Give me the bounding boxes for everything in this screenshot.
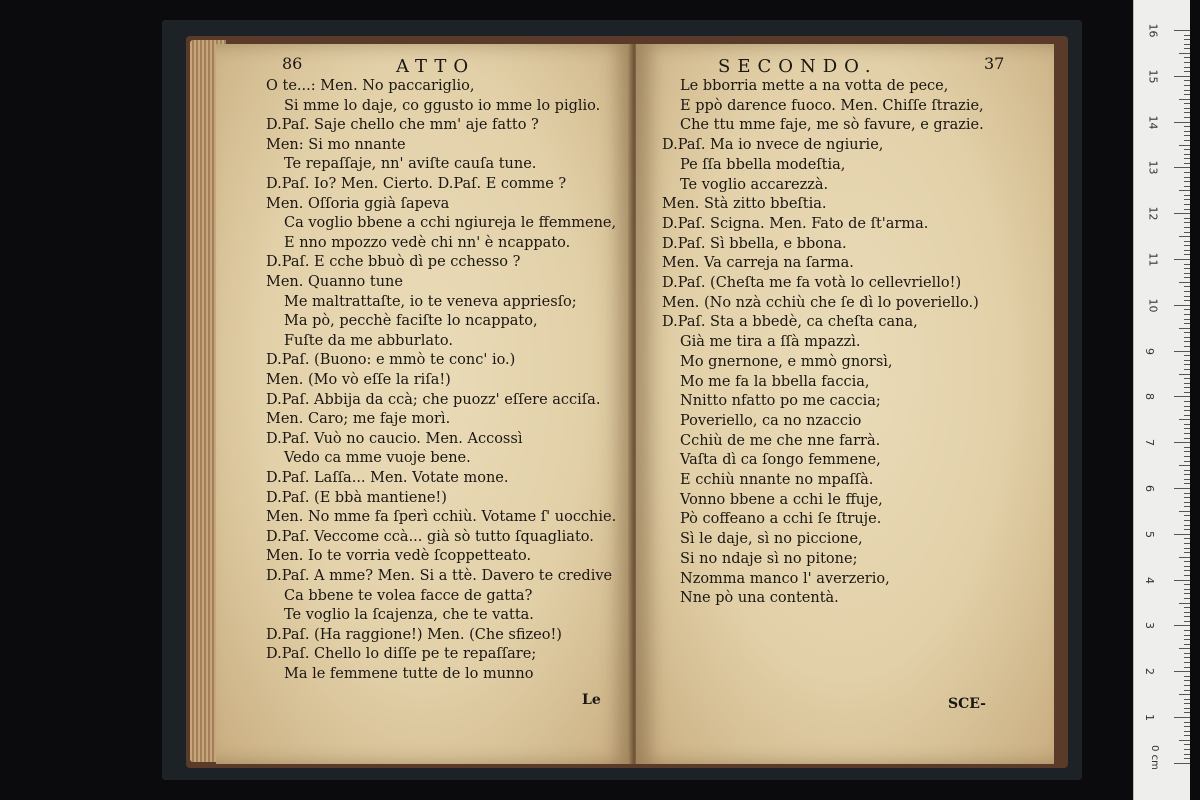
ruler-tick	[1184, 630, 1190, 631]
right-line: Già me tira a ſſà mpazzì.	[680, 334, 861, 351]
right-line: Men. Va carreja na ſarma.	[662, 255, 854, 272]
ruler-tick	[1184, 415, 1190, 416]
ruler-tick	[1184, 515, 1190, 516]
ruler-tick	[1184, 744, 1190, 745]
ruler-tick	[1184, 731, 1190, 732]
ruler-tick	[1174, 396, 1190, 397]
ruler-tick	[1184, 232, 1190, 233]
ruler-tick	[1179, 694, 1190, 695]
ruler-tick	[1184, 561, 1190, 562]
ruler-number: 8	[1143, 393, 1156, 401]
ruler-unit-label: 0 cm	[1148, 745, 1160, 770]
ruler-tick	[1184, 103, 1190, 104]
left-line: Ca voglio bbene a cchi ngiureja le ffemmene,	[284, 215, 617, 232]
ruler-tick	[1184, 85, 1190, 86]
ruler-tick	[1184, 57, 1190, 58]
ruler-tick	[1184, 566, 1190, 567]
ruler-tick	[1184, 126, 1190, 127]
ruler-tick	[1184, 273, 1190, 274]
right-line: D.Paſ. (Cheſta me fa votà lo cellevriello!)	[662, 275, 962, 291]
left-line: Ca bbene te volea facce de gatta?	[284, 587, 533, 604]
ruler-tick	[1184, 149, 1190, 150]
ruler-tick	[1184, 612, 1190, 613]
ruler-tick	[1184, 319, 1190, 320]
catchword-right: SCE-	[948, 696, 986, 712]
ruler-tick	[1184, 369, 1190, 370]
ruler-number: 11	[1146, 252, 1160, 267]
ruler-tick	[1184, 525, 1190, 526]
ruler-number: 9	[1143, 347, 1156, 355]
ruler-tick	[1184, 254, 1190, 255]
ruler-number: 6	[1143, 485, 1156, 492]
ruler-tick	[1184, 314, 1190, 315]
right-line: Nnitto nfatto po me caccia;	[680, 393, 881, 410]
ruler-tick	[1179, 511, 1190, 512]
ruler-tick	[1179, 282, 1190, 283]
left-line: Me maltrattaſte, io te veneva appriesſo;	[284, 293, 577, 310]
ruler-tick	[1174, 167, 1190, 168]
ruler-tick	[1184, 598, 1190, 599]
ruler-tick	[1184, 621, 1190, 622]
left-line: Men. Oſſoria ggià ſapeva	[266, 195, 450, 212]
ruler-tick	[1184, 653, 1190, 654]
left-line: Men. Caro; me faje morì.	[266, 411, 451, 428]
ruler-tick	[1184, 461, 1190, 462]
right-line: Le bborria mette a na votta de pece,	[680, 78, 949, 94]
ruler-tick	[1184, 474, 1190, 475]
running-header-left: ATTO	[396, 56, 476, 77]
ruler-tick	[1179, 53, 1190, 54]
ruler-tick	[1184, 346, 1190, 347]
left-line: Men. Io te vorria vedè ſcoppetteato.	[266, 548, 532, 565]
ruler-tick	[1184, 163, 1190, 164]
left-line: D.Paſ. (E bbà mantiene!)	[266, 489, 447, 506]
right-page	[636, 44, 1054, 764]
ruler-tick	[1184, 502, 1190, 503]
ruler-tick	[1184, 552, 1190, 553]
ruler-number: 13	[1146, 160, 1160, 175]
left-line: Vedo ca mme vuoje bene.	[284, 450, 471, 467]
page-number-right: 37	[984, 54, 1005, 73]
ruler-tick	[1174, 717, 1190, 718]
left-line: Men. (Mo vò eſſe la riſa!)	[266, 372, 451, 388]
ruler-number: 16	[1146, 23, 1160, 38]
running-header-right: SECONDO.	[718, 56, 878, 77]
ruler-tick	[1179, 99, 1190, 100]
ruler-tick	[1174, 122, 1190, 123]
ruler-tick	[1184, 177, 1190, 178]
ruler-tick	[1184, 90, 1190, 91]
ruler-number: 12	[1146, 206, 1160, 221]
left-line: O te...: Men. No paccariglio,	[266, 78, 475, 94]
left-line: D.Paſ. Saje chello che mm' aje fatto ?	[266, 117, 539, 134]
ruler-tick	[1184, 62, 1190, 63]
ruler-tick	[1184, 323, 1190, 324]
right-line: D.Paſ. Scigna. Men. Fato de ſt'arma.	[662, 215, 929, 232]
catchword-left: Le	[582, 692, 601, 708]
ruler-tick	[1184, 680, 1190, 681]
right-line: Che ttu mme faje, me sò favure, e grazie.	[680, 117, 984, 134]
ruler-tick	[1184, 584, 1190, 585]
ruler-tick	[1184, 209, 1190, 210]
ruler-tick	[1174, 488, 1190, 489]
ruler-tick	[1179, 190, 1190, 191]
right-line: Si no ndaje sì no pitone;	[680, 550, 858, 567]
ruler-tick	[1184, 241, 1190, 242]
ruler-tick	[1184, 67, 1190, 68]
ruler-tick	[1184, 337, 1190, 338]
ruler-tick	[1184, 204, 1190, 205]
ruler-tick	[1184, 309, 1190, 310]
ruler-tick	[1184, 383, 1190, 384]
ruler-tick	[1184, 493, 1190, 494]
right-line: Nzomma manco l' averzerio,	[680, 570, 890, 587]
ruler-tick	[1184, 575, 1190, 576]
ruler-tick	[1184, 387, 1190, 388]
ruler-tick	[1184, 392, 1190, 393]
ruler-tick	[1184, 428, 1190, 429]
left-line: Men. No mme fa ſperì cchiù. Votame ſ' uocchie.	[266, 509, 617, 526]
left-line: Te voglio la ſcajenza, che te vatta.	[284, 607, 534, 624]
ruler-tick	[1184, 447, 1190, 448]
ruler-tick	[1184, 570, 1190, 571]
ruler-tick	[1184, 341, 1190, 342]
ruler-tick	[1184, 108, 1190, 109]
right-line: Poveriello, ca no nzaccio	[680, 412, 862, 429]
ruler-tick	[1184, 355, 1190, 356]
right-line: Pò coffeano a cchi ſe ſtruje.	[680, 511, 882, 528]
ruler-tick	[1184, 112, 1190, 113]
left-line: Ma le femmene tutte de lo munno	[284, 666, 534, 682]
ruler-tick	[1184, 195, 1190, 196]
ruler-tick	[1184, 520, 1190, 521]
ruler-tick	[1174, 763, 1190, 764]
ruler-tick	[1184, 406, 1190, 407]
ruler-tick	[1184, 378, 1190, 379]
ruler-tick	[1184, 497, 1190, 498]
ruler-tick	[1174, 534, 1190, 535]
right-line: D.Paſ. Ma io nvece de ngiurie,	[662, 137, 884, 154]
ruler-tick	[1184, 708, 1190, 709]
ruler-tick	[1179, 374, 1190, 375]
ruler-tick	[1184, 172, 1190, 173]
ruler-tick	[1184, 360, 1190, 361]
ruler-tick	[1184, 117, 1190, 118]
page-number-left: 86	[282, 54, 303, 73]
ruler-tick	[1184, 529, 1190, 530]
ruler-tick	[1184, 44, 1190, 45]
ruler-tick	[1184, 593, 1190, 594]
ruler-tick	[1184, 268, 1190, 269]
left-line: D.Paſ. Laſſa... Men. Votate mone.	[266, 470, 509, 486]
ruler-tick	[1184, 538, 1190, 539]
ruler-tick	[1184, 456, 1190, 457]
ruler-tick	[1184, 300, 1190, 301]
ruler-tick	[1184, 364, 1190, 365]
ruler-tick	[1184, 722, 1190, 723]
left-line: Si mme lo daje, co ggusto io mme lo piglio.	[284, 97, 601, 114]
ruler-tick	[1184, 703, 1190, 704]
ruler-tick	[1184, 685, 1190, 686]
ruler-tick	[1184, 140, 1190, 141]
right-line: Sì le daje, sì no piccione,	[680, 531, 863, 548]
ruler-tick	[1184, 548, 1190, 549]
right-line: Mo me fa la bbella faccia,	[680, 373, 870, 390]
ruler-tick	[1184, 451, 1190, 452]
left-line: D.Paſ. Chello lo diſſe pe te repaſſare;	[266, 646, 537, 663]
ruler-number: 15	[1146, 69, 1160, 84]
right-line: Vaſta dì ca ſongo femmene,	[680, 452, 881, 469]
right-line: Men. (No nzà cchiù che ſe dì lo poveriello.)	[662, 294, 979, 311]
left-line: E nno mpozzo vedè chi nn' è ncappato.	[284, 234, 571, 251]
left-line: D.Paſ. E cche bbuò dì pe cchesso ?	[266, 254, 521, 271]
ruler-tick	[1174, 76, 1190, 77]
left-page	[216, 44, 632, 764]
ruler-tick	[1174, 580, 1190, 581]
ruler-tick	[1179, 145, 1190, 146]
ruler-tick	[1184, 94, 1190, 95]
ruler-tick	[1179, 740, 1190, 741]
left-line: Men. Quanno tune	[266, 274, 403, 290]
measurement-ruler	[1133, 0, 1190, 800]
ruler-tick	[1184, 657, 1190, 658]
left-line: D.Paſ. A mme? Men. Si a ttè. Davero te credive	[266, 568, 613, 584]
left-line: Men: Si mo nnante	[266, 136, 406, 153]
ruler-number: 7	[1143, 439, 1156, 447]
ruler-tick	[1184, 332, 1190, 333]
ruler-tick	[1184, 470, 1190, 471]
ruler-tick	[1184, 676, 1190, 677]
ruler-tick	[1184, 286, 1190, 287]
ruler-tick	[1184, 712, 1190, 713]
ruler-number: 14	[1146, 115, 1160, 130]
right-line: Cchiù de me che nne farrà.	[680, 432, 881, 449]
ruler-tick	[1179, 648, 1190, 649]
ruler-tick	[1184, 264, 1190, 265]
left-line: D.Paſ. (Buono: e mmò te conc' io.)	[266, 352, 516, 369]
ruler-tick	[1184, 227, 1190, 228]
left-line: D.Paſ. Vuò no caucio. Men. Accossì	[266, 430, 523, 447]
left-line: D.Paſ. Abbija da ccà; che puozz' eſſere acciſa.	[266, 391, 601, 408]
ruler-tick	[1184, 479, 1190, 480]
ruler-tick	[1179, 419, 1190, 420]
ruler-tick	[1179, 236, 1190, 237]
ruler-tick	[1184, 401, 1190, 402]
ruler-tick	[1184, 296, 1190, 297]
ruler-tick	[1174, 442, 1190, 443]
right-line: Nne pò una contentà.	[680, 590, 839, 607]
ruler-tick	[1174, 351, 1190, 352]
ruler-tick	[1184, 186, 1190, 187]
ruler-tick	[1184, 291, 1190, 292]
ruler-tick	[1174, 305, 1190, 306]
ruler-tick	[1184, 154, 1190, 155]
ruler-tick	[1184, 277, 1190, 278]
ruler-tick	[1174, 625, 1190, 626]
ruler-tick	[1184, 754, 1190, 755]
right-line: Pe ſſa bbella modeſtia,	[680, 156, 846, 173]
right-line: D.Paſ. Sta a bbedè, ca cheſta cana,	[662, 314, 918, 331]
left-line: Te repaſſaje, nn' aviſte cauſa tune.	[284, 156, 537, 173]
ruler-tick	[1184, 758, 1190, 759]
ruler-tick	[1184, 699, 1190, 700]
ruler-number: 10	[1146, 298, 1160, 313]
ruler-tick	[1184, 48, 1190, 49]
ruler-tick	[1179, 465, 1190, 466]
right-line: Vonno bbene a cchi le ffuje,	[680, 491, 883, 508]
ruler-tick	[1184, 438, 1190, 439]
ruler-tick	[1184, 662, 1190, 663]
ruler-tick	[1174, 30, 1190, 31]
ruler-tick	[1179, 328, 1190, 329]
ruler-tick	[1184, 506, 1190, 507]
right-line: E cchiù nnante no mpaſſà.	[680, 472, 874, 488]
ruler-tick	[1184, 71, 1190, 72]
right-line: Men. Stà zitto bbeſtia.	[662, 196, 827, 213]
ruler-tick	[1184, 199, 1190, 200]
ruler-tick	[1184, 250, 1190, 251]
ruler-number: 5	[1143, 530, 1156, 538]
ruler-tick	[1184, 245, 1190, 246]
ruler-tick	[1184, 735, 1190, 736]
right-line: D.Paſ. Sì bbella, e bbona.	[662, 235, 847, 252]
ruler-tick	[1184, 726, 1190, 727]
ruler-tick	[1184, 607, 1190, 608]
ruler-tick	[1184, 181, 1190, 182]
ruler-tick	[1184, 131, 1190, 132]
ruler-tick	[1184, 424, 1190, 425]
ruler-tick	[1184, 39, 1190, 40]
ruler-tick	[1174, 259, 1190, 260]
ruler-tick	[1184, 667, 1190, 668]
ruler-tick	[1184, 158, 1190, 159]
left-line: D.Paſ. Io? Men. Cierto. D.Paſ. E comme ?	[266, 176, 567, 192]
ruler-tick	[1174, 671, 1190, 672]
left-line: Fuſte da me abburlato.	[284, 332, 453, 349]
left-line: D.Paſ. Veccome ccà... già sò tutto ſquagliato.	[266, 528, 594, 545]
right-line: Mo gnernone, e mmò gnorsì,	[680, 353, 893, 370]
ruler-tick	[1184, 35, 1190, 36]
left-line: D.Paſ. (Ha raggione!) Men. (Che sfizeo!)	[266, 626, 562, 643]
ruler-tick	[1184, 635, 1190, 636]
right-line: E ppò darence fuoco. Men. Chiſſe ſtrazie,	[680, 97, 984, 114]
ruler-tick	[1184, 543, 1190, 544]
ruler-tick	[1179, 603, 1190, 604]
ruler-tick	[1174, 213, 1190, 214]
ruler-tick	[1184, 639, 1190, 640]
ruler-number: 3	[1143, 622, 1156, 630]
ruler-tick	[1184, 410, 1190, 411]
ruler-number: 2	[1143, 668, 1156, 676]
ruler-tick	[1184, 433, 1190, 434]
ruler-tick	[1184, 589, 1190, 590]
ruler-tick	[1184, 222, 1190, 223]
right-line: Te voglio accarezzà.	[680, 176, 829, 193]
ruler-number: 4	[1143, 576, 1156, 584]
ruler-tick	[1184, 616, 1190, 617]
ruler-tick	[1179, 557, 1190, 558]
ruler-tick	[1184, 749, 1190, 750]
ruler-tick	[1184, 135, 1190, 136]
ruler-tick	[1184, 483, 1190, 484]
left-line: Ma pò, pecchè faciſte lo ncappato,	[284, 313, 538, 330]
ruler-tick	[1184, 80, 1190, 81]
ruler-tick	[1184, 218, 1190, 219]
ruler-tick	[1184, 644, 1190, 645]
ruler-tick	[1184, 690, 1190, 691]
ruler-number: 1	[1143, 714, 1156, 721]
